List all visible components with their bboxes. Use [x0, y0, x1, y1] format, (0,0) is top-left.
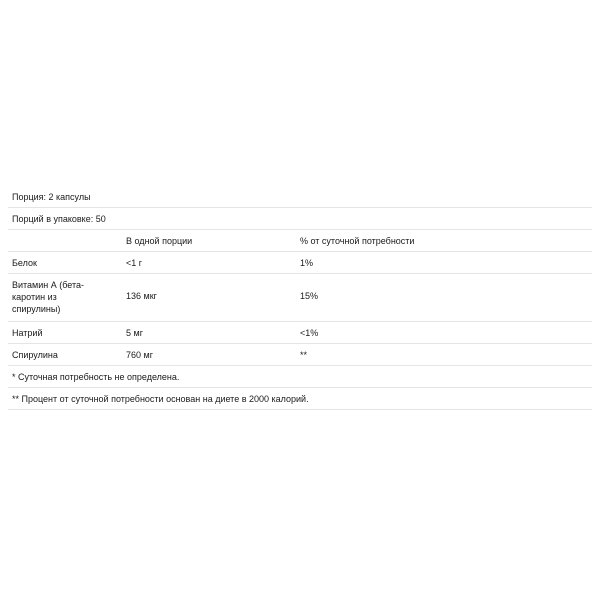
per-serving-header: В одной порции: [126, 236, 193, 246]
nutrient-name: Натрий: [12, 328, 43, 338]
nutrient-name: [12, 279, 122, 315]
nutrient-name-line: каротин из: [12, 292, 57, 302]
nutrient-daily-value: **: [300, 350, 308, 360]
nutrient-amount: 136 мкг: [126, 291, 157, 301]
column-header-row: [8, 230, 592, 252]
serving-size-text: Порция: 2 капсулы: [12, 192, 91, 202]
footnote-row: [8, 388, 592, 410]
footnote-row: [8, 366, 592, 388]
nutrient-amount: <1 г: [126, 258, 143, 268]
nutrient-name: Спирулина: [12, 350, 58, 360]
nutrient-amount: 5 мг: [126, 328, 143, 338]
nutrient-row-spirulina: [8, 344, 592, 366]
nutrient-name: Белок: [12, 258, 37, 268]
nutrient-row-vitamin-a: [8, 274, 592, 322]
footnote-text: * Суточная потребность не определена.: [12, 372, 180, 382]
nutrient-row-protein: [8, 252, 592, 274]
nutrient-daily-value: <1%: [300, 328, 319, 338]
footnote-text: ** Процент от суточной потребности основан на диете в 2000 калорий.: [12, 394, 309, 404]
servings-per-container-text: Порций в упаковке: 50: [12, 214, 106, 224]
nutrient-daily-value: 15%: [300, 291, 319, 301]
nutrient-daily-value: 1%: [300, 258, 314, 268]
nutrient-amount: 760 мг: [126, 350, 153, 360]
nutrient-row-sodium: [8, 322, 592, 344]
servings-per-container-row: [8, 208, 592, 230]
nutrient-name-line: Витамин А (бета-: [12, 280, 85, 290]
daily-value-header: % от суточной потребности: [300, 236, 415, 246]
supplement-facts-table: [8, 186, 592, 410]
nutrient-name-line: спирулины): [12, 304, 61, 314]
serving-size-row: [8, 186, 592, 208]
